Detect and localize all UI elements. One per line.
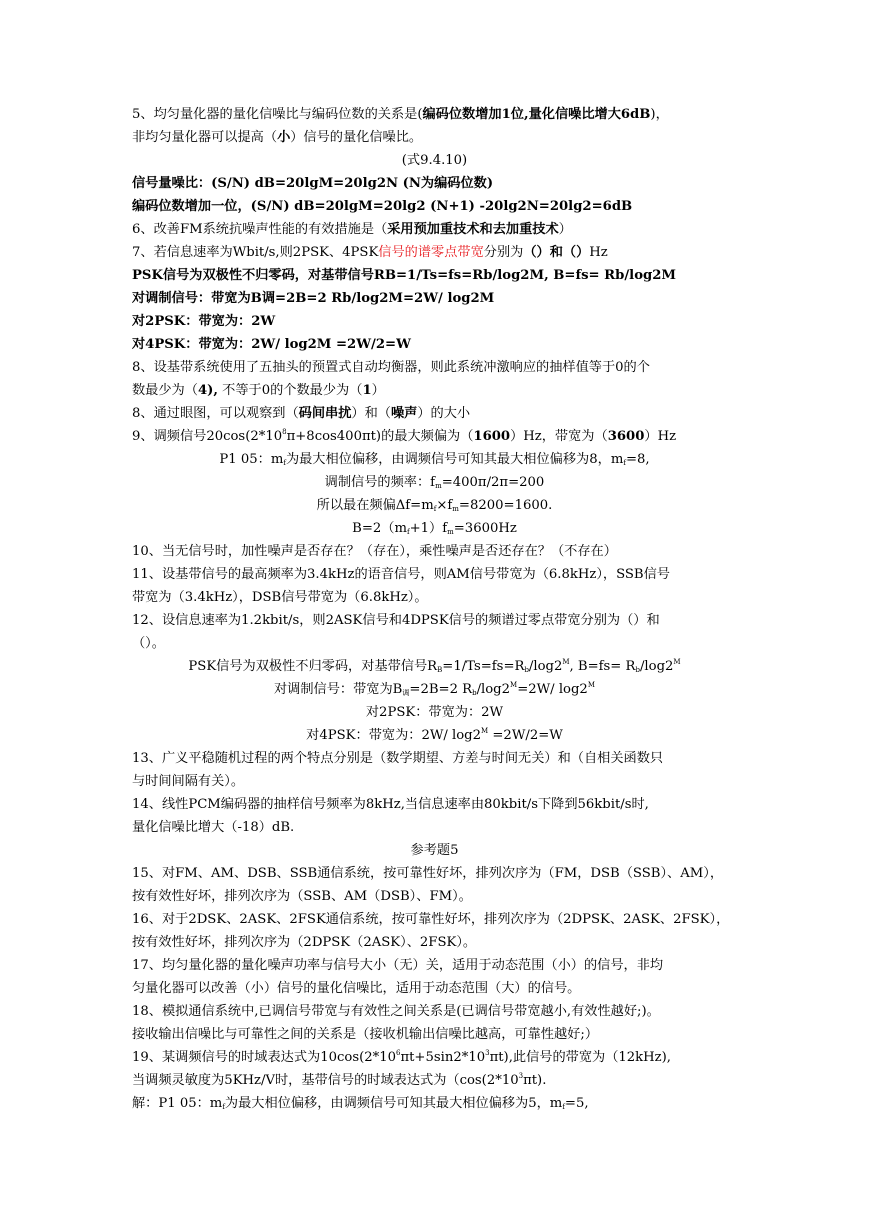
q15-line1: 15、对FM、AM、DSB、SSB通信系统，按可靠性好坏，排列次序为（FM，DSB（SSB）、AM）， <box>132 866 724 881</box>
text: =2W/ log2 <box>517 682 588 697</box>
highlight-text: 信号的谱零点带宽 <box>378 245 484 260</box>
q7-solution-3: 对2PSK：带宽为：2W <box>132 314 276 329</box>
formula-ref: (式9.4.10) <box>401 153 468 168</box>
q19-line2 <box>132 1072 546 1090</box>
subscript: b <box>524 666 529 674</box>
subscript: b <box>635 666 640 674</box>
text: )， <box>650 107 669 122</box>
q5-formula-1: 信号量噪比：(S/N) dB=20lgM=20lg2N (N为编码位数) <box>132 176 494 191</box>
superscript: M <box>673 658 681 666</box>
text: ） <box>371 383 385 398</box>
subscript: f <box>407 528 410 536</box>
q9-solution-4 <box>0 520 869 538</box>
answer: （）和（） <box>523 245 590 260</box>
answer: 小 <box>277 130 291 145</box>
q19-line1 <box>132 1049 671 1067</box>
q5-line2 <box>132 129 422 147</box>
q17-line2: 匀量化器可以改善（小）信号的量化信噪比，适用于动态范围（大）的信号。 <box>132 981 581 996</box>
text: /log2 <box>476 682 511 697</box>
text: 对调制信号：带宽为B <box>274 682 403 697</box>
text: ）信号的量化信噪比。 <box>290 130 423 145</box>
q18-line1: 18、模拟通信系统中,已调信号带宽与有效性之间关系是(已调信号带宽越小,有效性越好;)。 <box>132 1004 660 1019</box>
answer: 4 <box>197 383 208 398</box>
text: πt). <box>523 1073 547 1088</box>
answer: 1600 <box>473 429 511 444</box>
text: 解：P1 05：m <box>132 1096 223 1111</box>
text: 对4PSK：带宽为：2W/ log2 <box>306 728 482 743</box>
superscript: M <box>562 658 570 666</box>
text: 6、改善FM系统抗噪声性能的有效措施是（ <box>132 222 388 237</box>
q7-solution-1: PSK信号为双极性不归零码，对基带信号RB=1/Ts=fs=Rb/log2M, B=fs= Rb/log2M <box>132 268 676 283</box>
q5-formula-2: 编码位数增加一位，(S/N) dB=20lgM=20lg2 (N+1) -20lg2N=20lg2=6dB <box>132 199 633 214</box>
subscript: f <box>623 459 626 467</box>
subscript: f <box>433 505 437 513</box>
q7-solution-4: 对4PSK：带宽为：2W/ log2M =2W/2=W <box>132 337 411 352</box>
q8a-line2 <box>132 382 385 400</box>
text: πt+5sin2*10 <box>400 1050 486 1065</box>
q8a-line1: 8、设基带系统使用了五抽头的预置式自动均衡器，则此系统冲激响应的抽样值等于0的个 <box>132 360 650 375</box>
text: 别为（）和 <box>593 613 660 628</box>
superscript: 3 <box>485 1049 490 1057</box>
q9-solution-2 <box>0 474 869 492</box>
text: PSK信号为双极性不归零码，对基带信号R <box>188 659 438 674</box>
text: ）的大小 <box>417 406 471 421</box>
text: 9、调频信号20cos(2*10 <box>132 429 283 444</box>
q9-line <box>132 428 676 446</box>
q12-solution-3: 对2PSK：带宽为：2W <box>365 705 504 720</box>
superscript: M <box>481 727 489 735</box>
text: 为最大相位偏移，由调频信号可知其最大相位偏移为8，m <box>285 452 624 467</box>
q11-line2: 带宽为（3.4kHz），DSB信号带宽为（6.8kHz）。 <box>132 590 428 605</box>
q17-line1: 17、均匀量化器的量化噪声功率与信号大小（无）关，适用于动态范围（小）的信号，非均 <box>132 958 664 973</box>
q14-line1: 14、线性PCM编码器的抽样信号频率为8kHz,当信息速率由80kbit/s下降到56kbit/s时, <box>132 797 649 812</box>
text: 12、设信息速率为1.2kbit/s，则2ASK信号和4DPSK信号的频谱过零点带宽分 <box>132 613 594 628</box>
text: 8、通过眼图，可以观察到（ <box>132 406 299 421</box>
superscript: M <box>587 681 595 689</box>
text: /log2 <box>639 659 674 674</box>
q19-line3 <box>132 1095 589 1113</box>
answer: 1 <box>362 383 372 398</box>
subscript: f <box>562 1103 565 1111</box>
text: 为最大相位偏移，由调频信号可知其最大相位偏移为5，m <box>224 1096 563 1111</box>
text: Hz <box>589 245 608 260</box>
q12-solution-2 <box>0 681 869 699</box>
text: ）Hz，带宽为（ <box>510 429 608 444</box>
q13-line2: 与时间间隔有关）。 <box>132 774 245 789</box>
superscript: 6 <box>396 1049 401 1057</box>
q14-line2: 量化信噪比增大（-18）dB. <box>132 820 295 835</box>
text: =8200=1600. <box>458 498 553 513</box>
text: ), <box>207 383 218 398</box>
q7-line <box>132 244 608 262</box>
subscript: 调 <box>402 689 410 697</box>
superscript: M <box>510 681 518 689</box>
text: =5, <box>564 1096 589 1111</box>
q18-line2: 接收输出信噪比与可靠性之间的关系是（接收机输出信噪比越高，可靠性越好;） <box>132 1027 599 1042</box>
text: π+8cos400πt)的最大频偏为（ <box>286 429 474 444</box>
answer: 码间串扰 <box>298 406 352 421</box>
q16-line2: 按有效性好坏，排列次序为（2DPSK（2ASK）、2FSK）。 <box>132 935 477 950</box>
text: 19、某调频信号的时域表达式为10cos(2*10 <box>132 1050 396 1065</box>
superscript: 8 <box>282 428 287 436</box>
answer: 采用预加重技术和去加重技术 <box>387 222 559 237</box>
section-title: 参考题5 <box>410 843 459 858</box>
q15-line2: 按有效性好坏，排列次序为（SSB、AM（DSB）、FM）。 <box>132 889 472 904</box>
text: ）Hz <box>644 429 677 444</box>
text: =1/Ts=fs=R <box>442 659 525 674</box>
subscript: m <box>452 505 459 513</box>
q6-line <box>132 221 572 239</box>
subscript: f <box>283 459 286 467</box>
text: 数最少为（ <box>132 383 198 398</box>
text: =400π/2π=200 <box>441 475 545 490</box>
text: 所以最在频偏Δf=m <box>316 498 434 513</box>
text: πt),此信号的带宽为（12kHz), <box>489 1050 671 1065</box>
text: =2W/2=W <box>488 728 563 743</box>
text: ）和（ <box>351 406 391 421</box>
q16-line1: 16、对于2DSK、2ASK、2FSK通信系统，按可靠性好坏，排列次序为（2DPSK、2ASK、2FSK）， <box>132 912 730 927</box>
q11-line1: 11、设基带信号的最高频率为3.4kHz的语音信号，则AM信号带宽为（6.8kHz），SSB信号 <box>132 567 670 582</box>
answer: 3600 <box>607 429 645 444</box>
text: ×f <box>436 498 453 513</box>
q8b-line <box>132 405 470 423</box>
q13-line1: 13、广义平稳随机过程的两个特点分别是（数学期望、方差与时间无关）和（自相关函数只 <box>132 751 664 766</box>
text: 7、若信息速率为Wbit/s,则2PSK、4PSK <box>132 245 379 260</box>
subscript: m <box>435 482 442 490</box>
text: B=2（m <box>352 521 407 536</box>
q7-solution-2: 对调制信号：带宽为B调=2B=2 Rb/log2M=2W/ log2M <box>132 291 495 306</box>
superscript: 3 <box>518 1072 524 1080</box>
text: 非均匀量化器可以提高（ <box>132 130 278 145</box>
text: ） <box>558 222 572 237</box>
q9-solution-1 <box>0 451 869 469</box>
q9-solution-3 <box>0 497 869 515</box>
text: =2B=2 R <box>409 682 473 697</box>
q10-line: 10、当无信号时，加性噪声是否存在？（存在），乘性噪声是否还存在？（不存在） <box>132 544 617 559</box>
subscript: m <box>447 528 454 536</box>
text: =8, <box>625 452 650 467</box>
subscript: f <box>222 1103 225 1111</box>
text: /log2 <box>528 659 563 674</box>
q12-line2: （）。 <box>132 636 165 651</box>
q12-solution-4 <box>0 727 869 745</box>
text: 分别为 <box>483 245 524 260</box>
text: , B=fs= R <box>569 659 636 674</box>
text: P1 05：m <box>219 452 284 467</box>
text: =3600Hz <box>453 521 517 536</box>
answer: 编码位数增加1位,量化信噪比增大6dB <box>422 107 651 122</box>
answer: 噪声 <box>390 406 418 421</box>
q12-solution-1 <box>0 658 869 676</box>
text: +1）f <box>409 521 448 536</box>
subscript: b <box>472 689 477 697</box>
text: 5、均匀量化器的量化信噪比与编码位数的关系是( <box>132 107 423 122</box>
q12-line1 <box>132 612 660 630</box>
text: 不等于0的个数最少为（ <box>217 383 363 398</box>
text: 调制信号的频率：f <box>324 475 436 490</box>
q5-line1 <box>132 106 669 124</box>
text: 当调频灵敏度为5KHz/V时，基带信号的时域表达式为（cos(2*10 <box>132 1073 519 1088</box>
subscript: B <box>437 666 443 674</box>
